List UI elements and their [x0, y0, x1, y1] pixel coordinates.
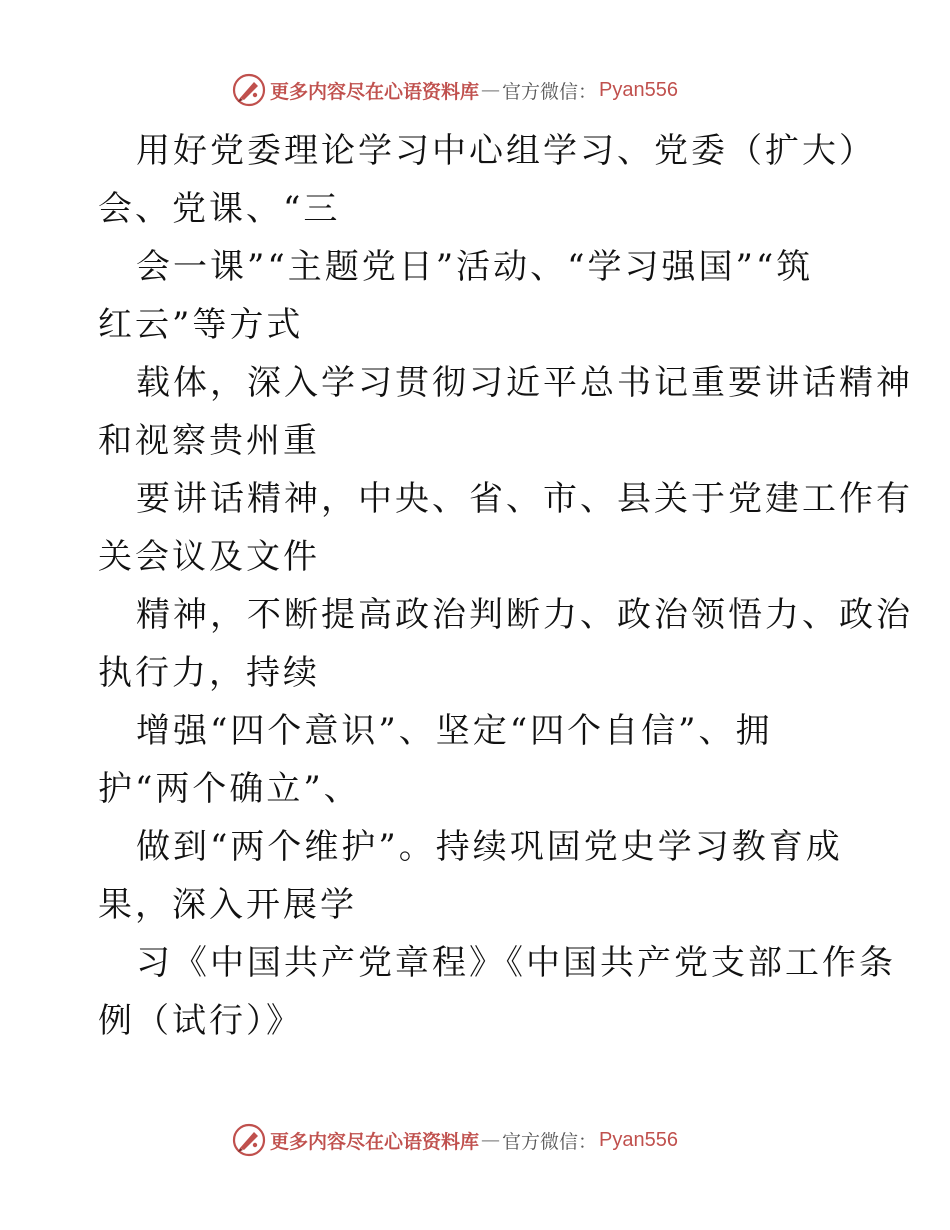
watermark-wechat-id: Pyan556: [599, 78, 678, 101]
paragraph-line: 果，深入开展学: [98, 885, 357, 925]
watermark-wechat-id: Pyan556: [599, 1128, 678, 1151]
paragraph: [98, 470, 913, 586]
pen-logo-icon: [232, 1123, 266, 1157]
paragraph: [98, 122, 876, 238]
paragraph-line: 护“两个确立”、: [98, 769, 361, 809]
paragraph: [98, 238, 858, 354]
footer-watermark: [232, 1122, 678, 1158]
watermark-site-text: 更多内容尽在心语资料库: [270, 1130, 480, 1153]
header-watermark: [232, 72, 678, 108]
paragraph-line: 执行力，持续: [98, 653, 320, 693]
paragraph-line: 习《中国共产党章程》《中国共产党支部工作条: [136, 943, 896, 983]
paragraph: [98, 818, 858, 934]
paragraph-line: 会一课”“主题党日”活动、“学习强国”“筑: [136, 247, 814, 287]
document-body: [98, 122, 913, 1050]
paragraph-line: 增强“四个意识”、坚定“四个自信”、拥: [136, 711, 773, 751]
paragraph: [98, 354, 913, 470]
paragraph-line: 载体，深入学习贯彻习近平总书记重要讲话精神: [136, 363, 913, 403]
paragraph-line: 用好党委理论学习中心组学习、党委（扩大）: [136, 131, 876, 171]
paragraph-line: 会、党课、“三: [98, 189, 341, 229]
paragraph-line: 要讲话精神，中央、省、市、县关于党建工作有: [136, 479, 913, 519]
paragraph: [98, 934, 896, 1050]
paragraph-line: 红云”等方式: [98, 305, 304, 345]
paragraph-line: 例（试行）》: [98, 1001, 303, 1041]
paragraph: [98, 702, 858, 818]
paragraph-line: 精神，不断提高政治判断力、政治领悟力、政治: [136, 595, 913, 635]
watermark-dash: —: [481, 1129, 501, 1151]
pen-logo-icon: [232, 73, 266, 107]
paragraph-line: 关会议及文件: [98, 537, 320, 577]
watermark-official-label: 官方微信：: [502, 80, 598, 103]
watermark-dash: —: [481, 79, 501, 101]
watermark-official-label: 官方微信：: [502, 1130, 598, 1153]
watermark-site-text: 更多内容尽在心语资料库: [270, 80, 480, 103]
paragraph: [98, 586, 913, 702]
paragraph-line: 做到“两个维护”。持续巩固党史学习教育成: [136, 827, 843, 867]
paragraph-line: 和视察贵州重: [98, 421, 320, 461]
